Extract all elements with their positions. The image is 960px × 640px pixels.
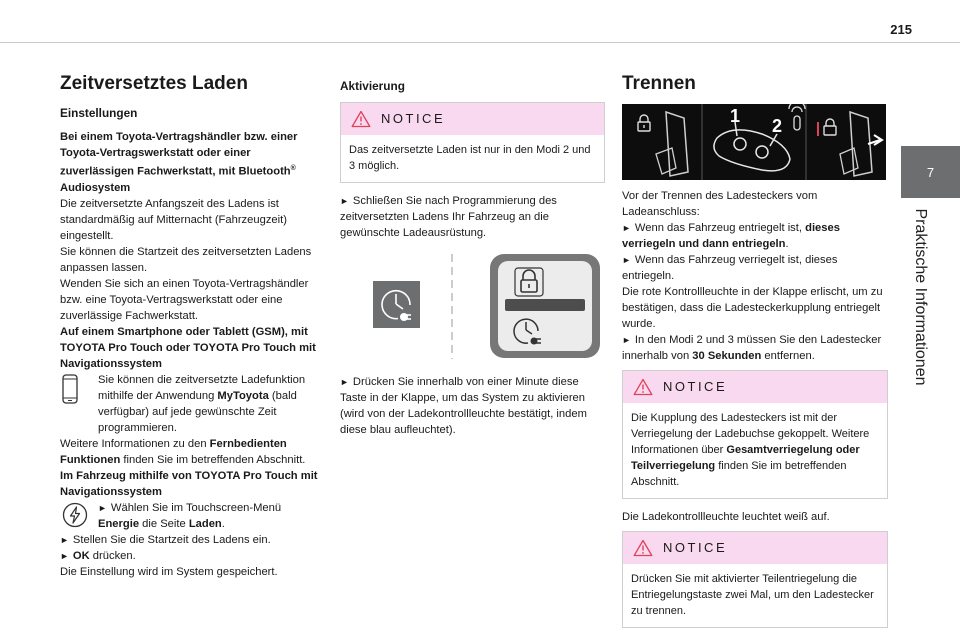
notice-text: Die Kupplung des Ladesteckers ist mit der Verriegelung der Ladebuchse gekoppelt. Weitere Informationen über Gesamtverriegelung oder Teilverriegelung finden Sie im betreffenden Abschnitt. (631, 412, 870, 488)
intro: Vor der Trennen des Ladesteckers vom Ladeanschluss: (622, 190, 818, 218)
notice-header (623, 371, 887, 403)
paragraph: Wenden Sie sich an einen Toyota-Vertragshändler bzw. eine Toyota-Vertragswerkstatt oder eine zuverlässige Fachwerkstatt. (60, 277, 309, 322)
chapter-tab[interactable]: 7 (901, 146, 960, 198)
chapter-title: Praktische Informationen (912, 208, 929, 386)
disconnect-figure (622, 104, 886, 180)
figure-label-1: 1 (730, 106, 741, 126)
step-press-button: ► Drücken Sie innerhalb von einer Minute diese Taste in der Klappe, um das System zu aktivieren (wird von der Ladekontrollleuchte bestätigt, indem diese blau aufleuchtet). (340, 376, 587, 436)
figure-label-2: 2 (772, 116, 783, 136)
dealer-heading: Bei einem Toyota-Vertragshändler bzw. einer Toyota-Vertragswerkstatt oder einer zuverlässigen Fachwerkstatt, mit Bluetooth® Audiosystem (60, 131, 298, 194)
activation-heading: Aktivierung (340, 79, 405, 93)
column-1 (60, 72, 322, 580)
page-number: 215 (890, 22, 912, 37)
charging-bolt-icon (62, 502, 88, 528)
smartphone-heading: Auf einem Smartphone oder Tablett (GSM), mit TOYOTA Pro Touch oder TOYOTA Pro Touch mit Navigationssystem (60, 325, 316, 370)
header-rule (0, 42, 960, 43)
section-title: Zeitversetztes Laden (60, 73, 248, 94)
column-3 (622, 72, 888, 638)
disconnect-title: Trennen (622, 73, 696, 94)
notice-label: NOTICE (381, 111, 446, 126)
step-lock-unlock: ► Wenn das Fahrzeug entriegelt ist, dieses verriegeln und dann entriegeln. (622, 222, 840, 250)
subsection-title: Einstellungen (60, 106, 138, 120)
step-remove-plug: ► In den Modi 2 und 3 müssen Sie den Ladestecker innerhalb von 30 Sekunden entfernen. (622, 334, 882, 362)
notice-label: NOTICE (663, 540, 728, 555)
notice-box (340, 102, 605, 183)
warning-triangle-icon (351, 110, 371, 128)
step-connect: ► Schließen Sie nach Programmierung des zeitversetzten Ladens Ihr Fahrzeug an die gewünschte Ladeausrüstung. (340, 195, 557, 239)
step-energy: ► Wählen Sie im Touchscreen-Menü Energie die Seite Laden. (60, 500, 322, 532)
saved-note: Die Einstellung wird im System gespeichert. (60, 565, 278, 578)
notice-header (341, 103, 604, 135)
notice-label: NOTICE (663, 379, 728, 394)
notice-box (622, 370, 888, 499)
paragraph: Sie können die Startzeit des zeitversetzten Ladens anpassen lassen. (60, 245, 312, 274)
chapter-title-vertical (880, 208, 960, 386)
paragraph: Die zeitversetzte Anfangszeit des Ladens ist standardmäßig auf Mitternacht (Fahrzeugzeit) eingestellt. (60, 197, 287, 242)
column-2 (340, 72, 605, 438)
warning-triangle-icon (633, 378, 653, 396)
step-unlock: ► Wenn das Fahrzeug verriegelt ist, dieses entriegeln. (622, 254, 838, 282)
app-paragraph: Sie können die zeitversetzte Ladefunktion mithilfe der Anwendung MyToyota (bald verfügbar) auf jede gewünschte Zeit programmieren. (60, 372, 322, 436)
notice-text: Drücken Sie mit aktivierter Teilentriegelung die Entriegelungstaste zwei Mal, um den Ladestecker zu trennen. (631, 573, 874, 617)
lamp-paragraph: Die rote Kontrollleuchte in der Klappe erlischt, um zu bestätigen, dass die Ladesteckerkupplung entriegelt wurde. (622, 286, 883, 330)
vehicle-heading: Im Fahrzeug mithilfe von TOYOTA Pro Touch mit Navigationssystem (60, 469, 318, 498)
smartphone-icon (62, 374, 78, 404)
step-set-time: ► Stellen Sie die Startzeit des Ladens ein. (60, 533, 271, 546)
charging-button-figure (340, 249, 605, 364)
notice-box (622, 531, 888, 628)
warning-triangle-icon (633, 539, 653, 557)
notice-header (623, 532, 887, 564)
lamp-white: Die Ladekontrollleuchte leuchtet weiß auf. (622, 511, 830, 523)
notice-text: Das zeitversetzte Laden ist nur in den Modi 2 und 3 möglich. (349, 144, 591, 172)
info-paragraph: Weitere Informationen zu den Fernbedienten Funktionen finden Sie im betreffenden Abschnitt. (60, 437, 306, 466)
step-ok: ► OK drücken. (60, 549, 136, 562)
